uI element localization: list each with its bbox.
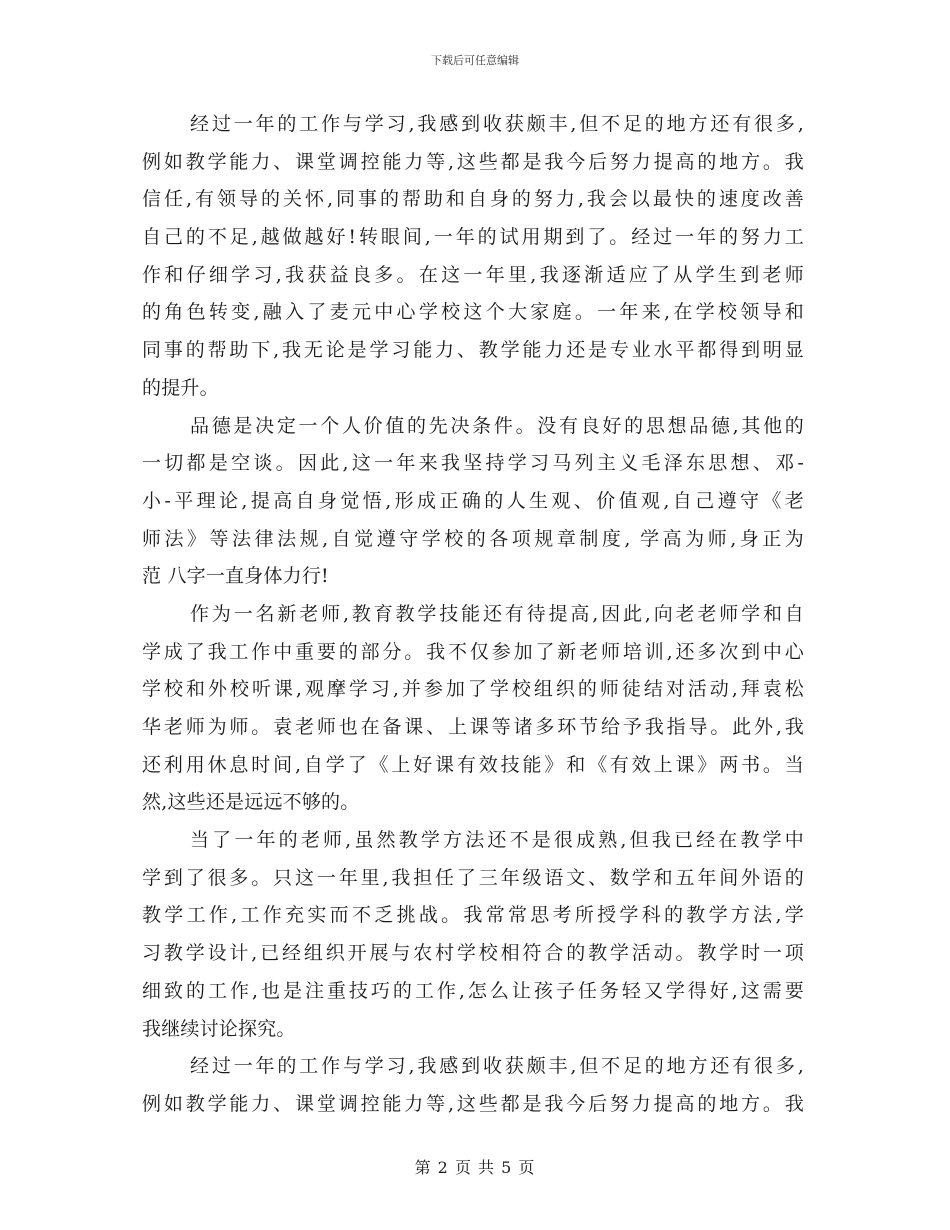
text-line: 学成了我工作中重要的部分。我不仅参加了新老师培训,还多次到中心 bbox=[142, 640, 804, 663]
text-line: 经过一年的工作与学习,我感到收获颇丰,但不足的地方还有很多, bbox=[190, 113, 804, 135]
document-body bbox=[142, 106, 804, 1124]
text-line: 习教学设计,已经组织开展与农村学校相符合的教学活动。教学时一项 bbox=[142, 942, 804, 965]
page-number: 第 2 页 共 5 页 bbox=[414, 1158, 536, 1177]
page-header: 下载后可任意编辑 bbox=[431, 54, 519, 67]
text-line: 学到了很多。只这一年里,我担任了三年级语文、数学和五年间外语的 bbox=[142, 866, 804, 889]
text-line: 信任,有领导的关怀,同事的帮助和自身的努力,我会以最快的速度改善 bbox=[142, 188, 804, 211]
text-line: 教学工作,工作充实而不乏挑战。我常常思考所授学科的教学方法,学 bbox=[142, 904, 804, 927]
text-line: 华老师为师。袁老师也在备课、上课等诸多环节给予我指导。此外,我 bbox=[142, 716, 804, 738]
text-line: 一切都是空谈。因此,这一年来我坚持学习马列主义毛泽东思想、邓- bbox=[142, 452, 804, 475]
text-line: 的角色转变,融入了麦元中心学校这个大家庭。一年来,在学校领导和 bbox=[142, 301, 804, 324]
text-line: 小-平理论,提高自身觉悟,形成正确的人生观、价值观,自己遵守《老 bbox=[142, 489, 804, 512]
text-line: 师法》等法律法规,自觉遵守学校的各项规章制度, 学高为师,身正为 bbox=[142, 527, 804, 550]
text-line: 范 八字一直身体力行! bbox=[142, 565, 329, 588]
text-line: 我继续讨论探究。 bbox=[142, 1017, 296, 1040]
text-line: 例如教学能力、课堂调控能力等,这些都是我今后努力提高的地方。我 bbox=[142, 150, 804, 173]
text-line: 自己的不足,越做越好!转眼间,一年的试用期到了。经过一年的努力工 bbox=[142, 226, 804, 249]
text-line: 学校和外校听课,观摩学习,并参加了学校组织的师徒结对活动,拜袁松 bbox=[142, 678, 804, 701]
text-line: 细致的工作,也是注重技巧的工作,怎么让孩子任务轻又学得好,这需要 bbox=[142, 979, 804, 1002]
text-line: 经过一年的工作与学习,我感到收获颇丰,但不足的地方还有很多, bbox=[190, 1055, 804, 1078]
text-line: 的提升。 bbox=[142, 376, 219, 399]
text-line: 当了一年的老师,虽然教学方法还不是很成熟,但我已经在教学中 bbox=[190, 829, 804, 852]
text-line: 作和仔细学习,我获益良多。在这一年里,我逐渐适应了从学生到老师 bbox=[142, 263, 804, 286]
text-line: 还利用休息时间,自学了《上好课有效技能》和《有效上课》两书。当 bbox=[142, 753, 804, 776]
text-line: 作为一名新老师,教育教学技能还有待提高,因此,向老老师学和自 bbox=[190, 602, 804, 625]
text-line: 然,这些还是远远不够的。 bbox=[142, 791, 360, 814]
text-line: 例如教学能力、课堂调控能力等,这些都是我今后努力提高的地方。我 bbox=[142, 1092, 804, 1115]
text-line: 品德是决定一个人价值的先决条件。没有良好的思想品德,其他的 bbox=[190, 414, 804, 437]
text-line: 同事的帮助下,我无论是学习能力、教学能力还是专业水平都得到明显 bbox=[142, 339, 804, 362]
